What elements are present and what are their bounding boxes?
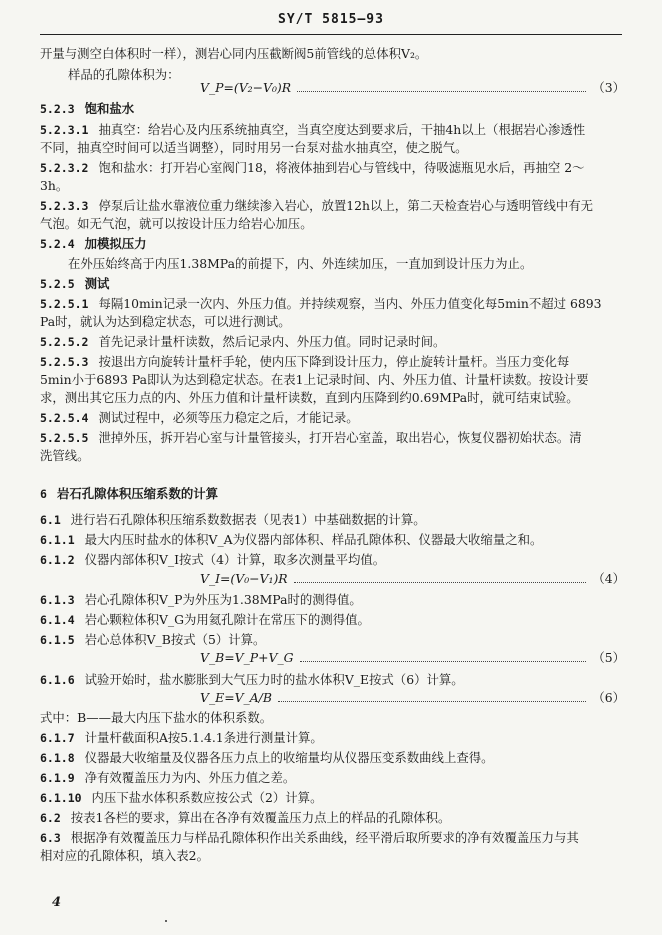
clause-number: 6.3 xyxy=(40,831,61,845)
clause-text: 抽真空：给岩心及内压系统抽真空，当真空度达到要求后，干抽4h以上（根据岩心渗透性 xyxy=(98,122,586,137)
clause-line xyxy=(40,612,630,628)
clause-text: 岩心颗粒体积V_G为用氦孔隙计在常压下的测得值。 xyxy=(84,612,370,627)
equation-number: （4） xyxy=(592,571,625,586)
chapter-heading xyxy=(40,486,630,502)
section-number: 5.2.4 xyxy=(40,237,75,251)
clause-line xyxy=(40,160,630,176)
clause-text: 饱和盐水：打开岩心室阀门18，将液体抽到岩心与管线中，待吸滤瓶见水后，再抽空 2～ xyxy=(98,160,585,175)
section-heading xyxy=(40,276,630,292)
clause-line xyxy=(40,810,630,826)
clause-number: 5.2.5.5 xyxy=(40,431,89,445)
clause-line xyxy=(40,410,630,426)
formula-expr: V_P=(V₂−V₀)R xyxy=(200,80,292,95)
leader-dots xyxy=(278,692,586,702)
section-title: 加模拟压力 xyxy=(84,236,147,251)
clause-number: 6.1 xyxy=(40,513,61,527)
section-title: 饱和盐水 xyxy=(84,101,135,116)
formula-expr: V_I=(V₀−V₁)R xyxy=(200,571,288,586)
clause-line xyxy=(40,532,630,548)
text-line: 3h。 xyxy=(40,178,69,193)
page-number: 4 xyxy=(52,895,62,910)
clause-text: 泄掉外压，拆开岩心室与计量管接头，打开岩心室盖，取出岩心，恢复仪器初始状态。清 xyxy=(98,430,582,445)
clause-text: 岩心总体积V_B按式（5）计算。 xyxy=(84,632,266,647)
clause-number: 6.1.10 xyxy=(40,791,82,805)
clause-text: 每隔10min记录一次内、外压力值。并持续观察，当内、外压力值变化每5min不超过 6893 xyxy=(98,296,602,311)
clause-line xyxy=(40,198,630,214)
clause-number: 5.2.5.2 xyxy=(40,335,89,349)
section-number: 5.2.3 xyxy=(40,102,75,116)
clause-line xyxy=(40,770,630,786)
equation-number: （5） xyxy=(592,650,625,665)
clause-line xyxy=(40,672,630,688)
clause-text: 岩心孔隙体积V_P为外压为1.38MPa时的测得值。 xyxy=(84,592,362,607)
text-line: 气泡。如无气泡，就可以按设计压力给岩心加压。 xyxy=(40,216,313,231)
text-line: 相对应的孔隙体积，填入表2。 xyxy=(40,848,209,863)
text-line: 求，测出其它压力点的内、外压力值和计量杆读数，直到内压降到约0.69MPa时，就可结束试验。 xyxy=(40,390,579,405)
section-heading xyxy=(40,236,630,252)
section-title: 测试 xyxy=(84,276,110,291)
clause-number: 6.1.7 xyxy=(40,731,75,745)
header-rule xyxy=(40,34,622,35)
text-line: 5min小于6893 Pa即认为达到稳定状态。在表1上记录时间、内、外压力值、计量杆读数。按设计要 xyxy=(40,372,589,387)
clause-text: 计量杆截面积A按5.1.4.1条进行测量计算。 xyxy=(84,730,323,745)
clause-line xyxy=(40,750,630,766)
clause-number: 6.1.9 xyxy=(40,771,75,785)
clause-text: 仪器内部体积V_I按式（4）计算，取多次测量平均值。 xyxy=(84,552,386,567)
clause-line xyxy=(40,512,630,528)
clause-number: 5.2.3.3 xyxy=(40,199,89,213)
clause-text: 根据净有效覆盖压力与样品孔隙体积作出关系曲线，经平滑后取所要求的净有效覆盖压力与其 xyxy=(70,830,579,845)
clause-line xyxy=(40,790,630,806)
clause-number: 6.1.1 xyxy=(40,533,75,547)
text-line: 开量与测空白体积时一样），测岩心同内压截断阀5前管线的总体积V₂。 xyxy=(40,46,428,61)
clause-text: 净有效覆盖压力为内、外压力值之差。 xyxy=(84,770,296,785)
text-line: 洗管线。 xyxy=(40,448,90,463)
clause-number: 6.1.6 xyxy=(40,673,75,687)
clause-line xyxy=(40,730,630,746)
leader-dots xyxy=(294,573,587,583)
clause-number: 5.2.3.2 xyxy=(40,161,89,175)
clause-text: 首先记录计量杆读数，然后记录内、外压力值。同时记录时间。 xyxy=(98,334,446,349)
formula-6 xyxy=(200,690,625,706)
clause-number: 5.2.3.1 xyxy=(40,123,89,137)
equation-number: （3） xyxy=(592,80,625,95)
formula-expr: V_E=V_A/B xyxy=(200,690,272,705)
clause-text: 仪器最大收缩量及仪器各压力点上的收缩量均从仪器压变系数曲线上查得。 xyxy=(84,750,494,765)
clause-number: 5.2.5.1 xyxy=(40,297,89,311)
chapter-number: 6 xyxy=(40,487,47,501)
clause-number: 6.2 xyxy=(40,811,61,825)
leader-dots xyxy=(297,82,586,92)
clause-text: 测试过程中，必须等压力稳定之后，才能记录。 xyxy=(98,410,359,425)
equation-number: （6） xyxy=(592,690,625,705)
clause-line xyxy=(40,632,630,648)
text-line: Pa时，就认为达到稳定状态，可以进行测试。 xyxy=(40,314,291,329)
clause-line xyxy=(40,430,630,446)
clause-line xyxy=(40,296,630,312)
text-line: 在外压始终高于内压1.38MPa的前提下，内、外连续加压，一直加到设计压力为止。 xyxy=(68,256,533,271)
text-line: 不同，抽真空时间可以适当调整），同时用另一台泵对盐水抽真空，使之脱气。 xyxy=(40,140,468,155)
formula-expr: V_B=V_P+V_G xyxy=(200,650,294,665)
scan-speck xyxy=(165,920,167,922)
standard-code-header: SY/T 5815—93 xyxy=(278,12,384,27)
clause-line xyxy=(40,830,630,846)
leader-dots xyxy=(300,652,587,662)
formula-5 xyxy=(200,650,625,666)
formula-3 xyxy=(200,80,625,96)
text-line: 样品的孔隙体积为： xyxy=(68,67,180,82)
section-number: 5.2.5 xyxy=(40,277,75,291)
clause-number: 6.1.2 xyxy=(40,553,75,567)
text-line: 式中：B——最大内压下盐水的体积系数。 xyxy=(40,710,273,725)
clause-number: 6.1.3 xyxy=(40,593,75,607)
chapter-title: 岩石孔隙体积压缩系数的计算 xyxy=(56,486,219,501)
clause-line xyxy=(40,592,630,608)
clause-text: 最大内压时盐水的体积V_A为仪器内部体积、样品孔隙体积、仪器最大收缩量之和。 xyxy=(84,532,543,547)
clause-text: 内压下盐水体积系数应按公式（2）计算。 xyxy=(91,790,323,805)
clause-number: 6.1.4 xyxy=(40,613,75,627)
clause-number: 6.1.5 xyxy=(40,633,75,647)
clause-text: 试验开始时，盐水膨胀到大气压力时的盐水体积V_E按式（6）计算。 xyxy=(84,672,464,687)
clause-line xyxy=(40,334,630,350)
clause-text: 按表1各栏的要求，算出在各净有效覆盖压力点上的样品的孔隙体积。 xyxy=(70,810,451,825)
clause-line xyxy=(40,552,630,568)
clause-number: 5.2.5.3 xyxy=(40,355,89,369)
clause-text: 按退出方向旋转计量杆手轮，使内压下降到设计压力，停止旋转计量杆。当压力变化每 xyxy=(98,354,570,369)
section-heading xyxy=(40,101,630,117)
clause-text: 停泵后让盐水靠液位重力继续渗入岩心，放置12h以上，第二天检查岩心与透明管线中有无 xyxy=(98,198,594,213)
clause-line xyxy=(40,122,630,138)
clause-number: 5.2.5.4 xyxy=(40,411,89,425)
clause-number: 6.1.8 xyxy=(40,751,75,765)
clause-line xyxy=(40,354,630,370)
formula-4 xyxy=(200,571,625,587)
clause-text: 进行岩石孔隙体积压缩系数数据表（见表1）中基础数据的计算。 xyxy=(70,512,426,527)
